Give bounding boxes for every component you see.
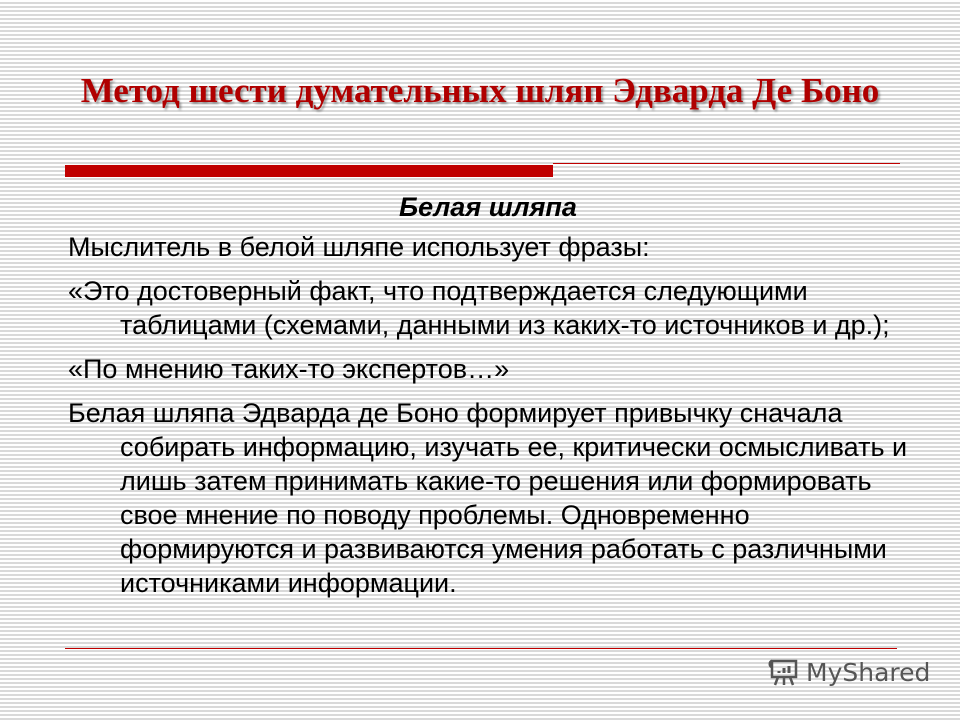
divider-line-top [553,163,900,164]
divider-line-bottom [65,648,897,649]
slide-body [68,190,908,610]
title-underline-bar [65,165,553,177]
watermark-text: MyShared [806,657,931,687]
watermark-logo [768,656,930,688]
presentation-board-icon [768,656,800,688]
paragraph: Мыслитель в белой шляпе использует фразы: [68,232,650,262]
paragraph: «По мнению таких-то экспертов…» [68,354,510,384]
paragraph: «Это достоверный факт, что подтверждается следующими таблицами (схемами, данными из каких-то источников и др.); [68,276,890,340]
paragraph: Белая шляпа Эдварда де Боно формирует привычку сначала собирать информацию, изучать ее, критически осмысливать и лишь затем принимать какие-то решения или формировать свое мнение по поводу проблемы. Одновременно формируются и развиваются умения работать с различными источниками информации. [68,398,908,598]
slide-title: Метод шести думательных шляп Эдварда Де Боно [80,71,880,110]
subtitle: Белая шляпа [399,192,577,222]
